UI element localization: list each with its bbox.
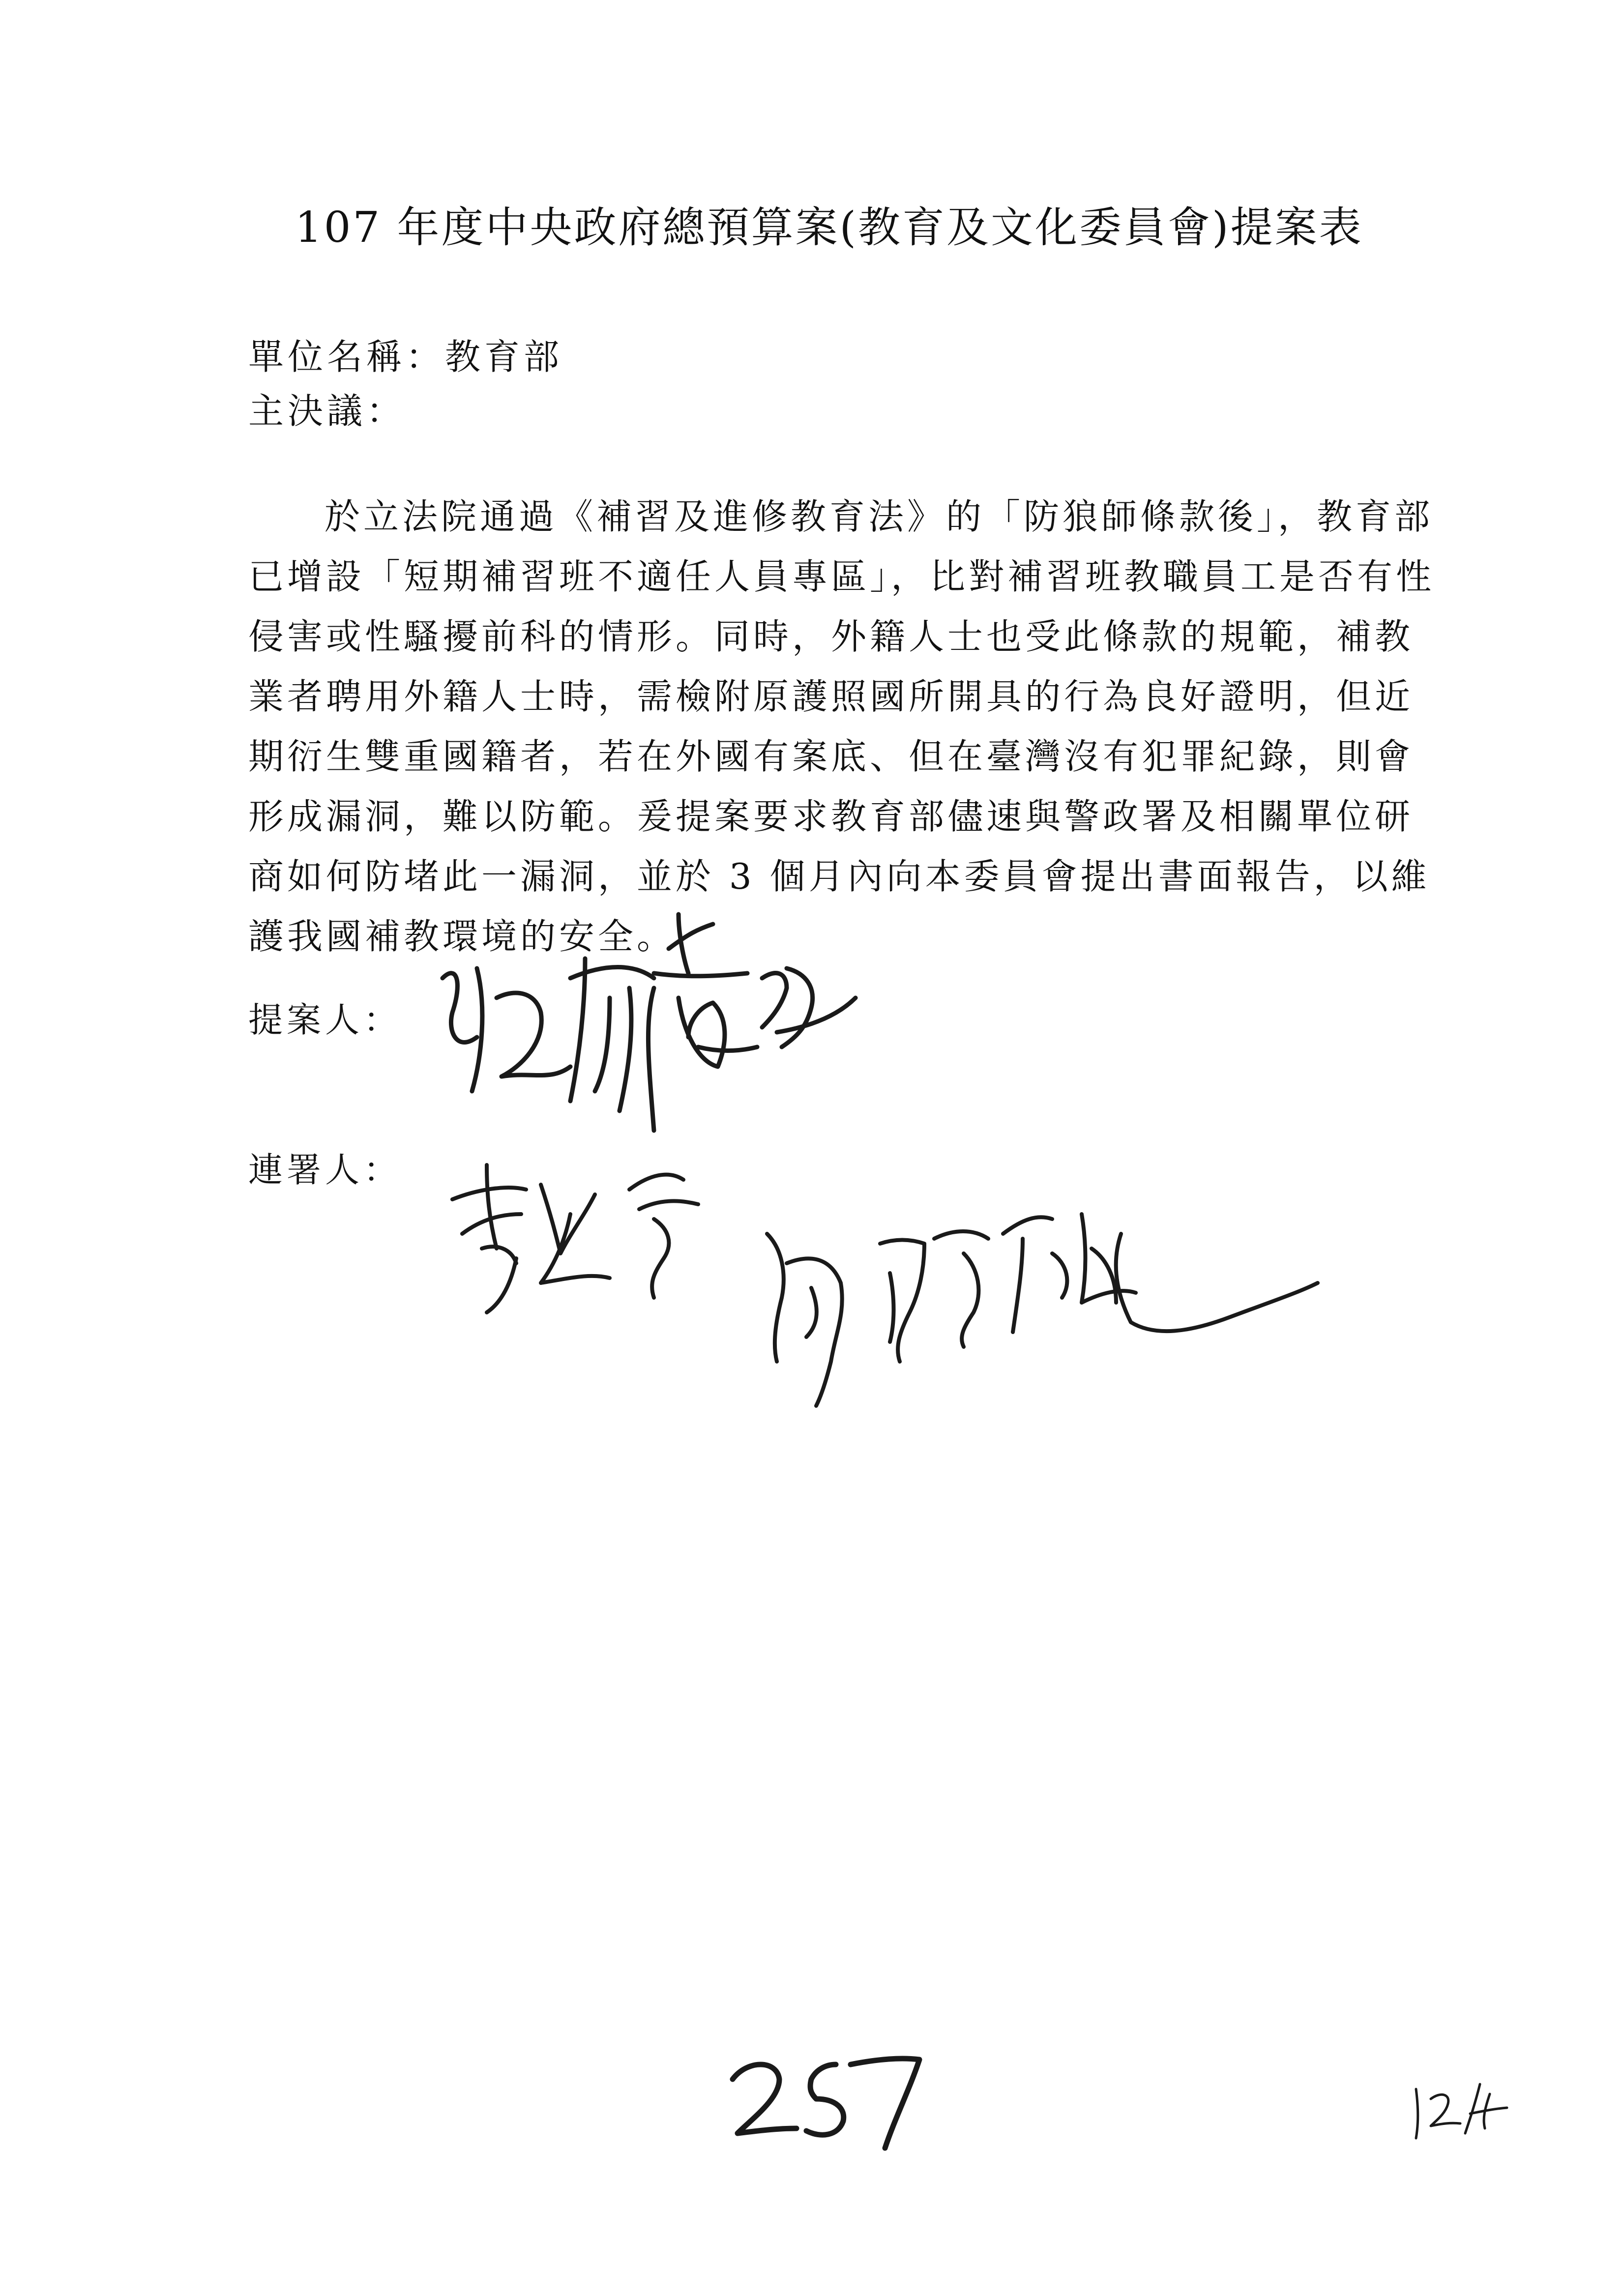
proposer-label: 提案人：	[248, 1000, 402, 1040]
body-line: 護我國補教環境的安全。	[248, 916, 676, 957]
handwritten-page-number	[723, 2035, 929, 2153]
unit-name-line: 單位名稱：教育部	[248, 336, 563, 378]
margin-mark	[1401, 2064, 1519, 2143]
resolution-body	[248, 487, 1435, 966]
body-line: 業者聘用外籍人士時，需檢附原護照國所開具的行為良好證明，但近	[248, 676, 1414, 717]
main-resolution-label: 主決議：	[248, 390, 406, 432]
proposer-signature	[423, 904, 895, 1140]
cosigner-signature-2	[747, 1185, 1337, 1411]
document-title: 107 年度中央政府總預算案(教育及文化委員會)提案表	[295, 203, 1363, 252]
body-line: 商如何防堵此一漏洞，並於 3 個月內向本委員會提出書面報告，以維	[248, 856, 1430, 897]
body-line: 於立法院通過《補習及進修教育法》的「防狼師條款後」，教育部	[325, 496, 1434, 537]
body-line: 侵害或性騷擾前科的情形。同時，外籍人士也受此條款的規範，補教	[248, 616, 1414, 657]
cosigner-signature-1	[443, 1155, 718, 1317]
cosigner-label: 連署人：	[248, 1150, 402, 1190]
body-line: 期衍生雙重國籍者，若在外國有案底、但在臺灣沒有犯罪紀錄，則會	[248, 736, 1414, 777]
body-line: 形成漏洞，難以防範。爰提案要求教育部儘速與警政署及相關單位研	[248, 796, 1414, 837]
body-line: 已增設「短期補習班不適任人員專區」，比對補習班教職員工是否有性	[248, 556, 1435, 597]
